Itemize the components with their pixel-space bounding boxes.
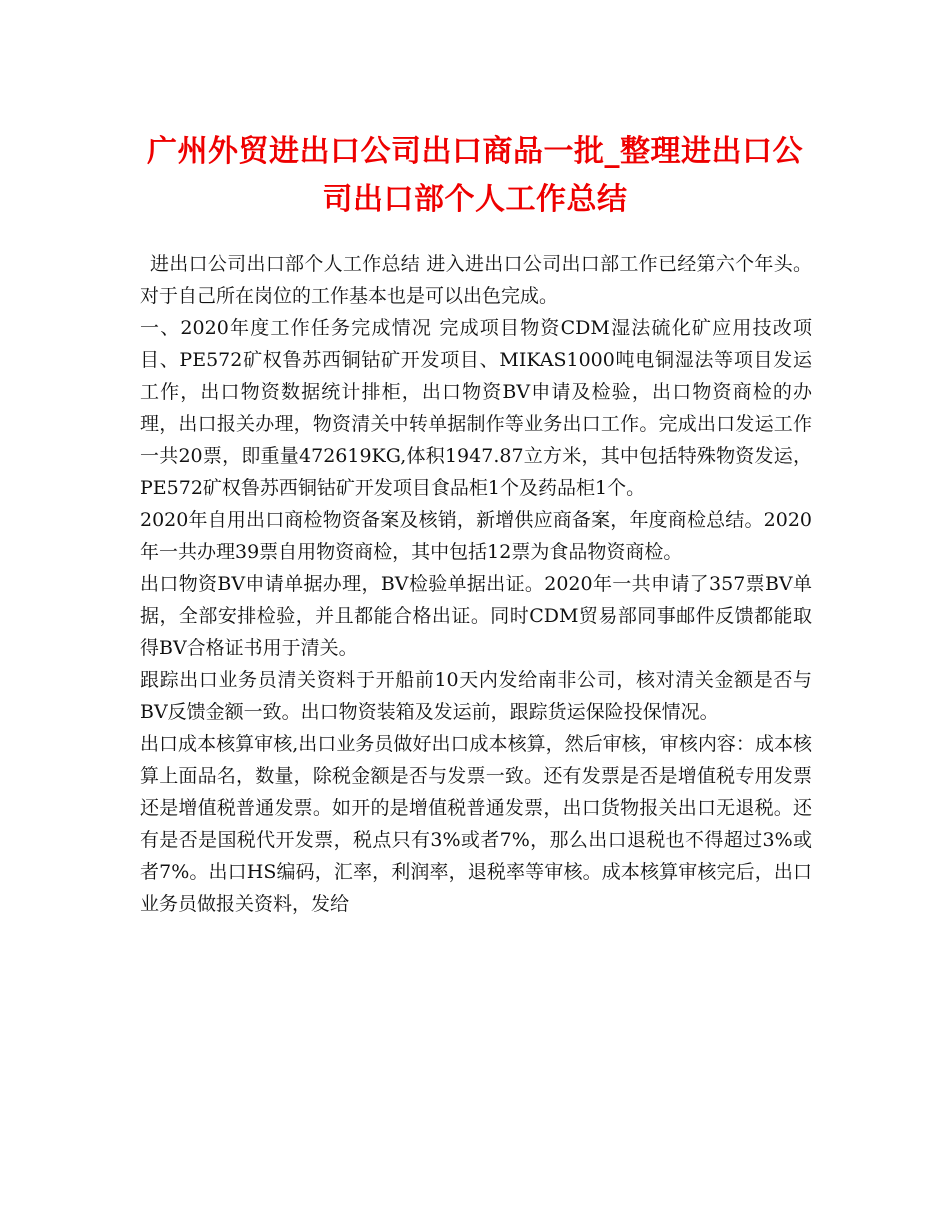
paragraph: 出口成本核算审核,出口业务员做好出口成本核算，然后审核，审核内容：成本核算上面品名，数量，除税金额是否与发票一致。还有发票是否是增值税专用发票还是增值税普通发票。如开的是增值税普通发票，出口货物报关出口无退税。还有是否是国税代开发票，税点只有3%或者7%，那么出口退税也不得超过3%或者7%。出口HS编码，汇率，利润率，退税率等审核。成本核算审核完后，出口业务员做报关资料，发给 — [140, 733, 812, 915]
paragraph: 2020年自用出口商检物资备案及核销，新增供应商备案，年度商检总结。2020年一共办理39票自用物资商检，其中包括12票为食品物资商检。 — [140, 509, 812, 563]
document-title: 广州外贸进出口公司出口商品一批_整理进出口公司出口部个人工作总结 — [147, 134, 803, 217]
paragraph: 进出口公司出口部个人工作总结 进入进出口公司出口部工作已经第六个年头。对于自己所在岗位的工作基本也是可以出色完成。 — [140, 253, 812, 307]
document-body — [140, 248, 812, 920]
paragraph: 一、2020年度工作任务完成情况 完成项目物资CDM湿法硫化矿应用技改项目、PE572矿权鲁苏西铜钴矿开发项目、MIKAS1000吨电铜湿法等项目发运工作，出口物资数据统计排柜，出口物资BV申请及检验，出口物资商检的办理，出口报关办理，物资清关中转单据制作等业务出口工作。完成出口发运工作一共20票，即重量472619KG,体积1947.87立方米，其中包括特殊物资发运，PE572矿权鲁苏西铜钴矿开发项目食品柜1个及药品柜1个。 — [140, 317, 812, 499]
paragraph: 出口物资BV申请单据办理，BV检验单据出证。2020年一共申请了357票BV单据，全部安排检验，并且都能合格出证。同时CDM贸易部同事邮件反馈都能取得BV合格证书用于清关。 — [140, 573, 812, 659]
paragraph: 跟踪出口业务员清关资料于开船前10天内发给南非公司，核对清关金额是否与BV反馈金额一致。出口物资装箱及发运前，跟踪货运保险投保情况。 — [140, 669, 812, 723]
